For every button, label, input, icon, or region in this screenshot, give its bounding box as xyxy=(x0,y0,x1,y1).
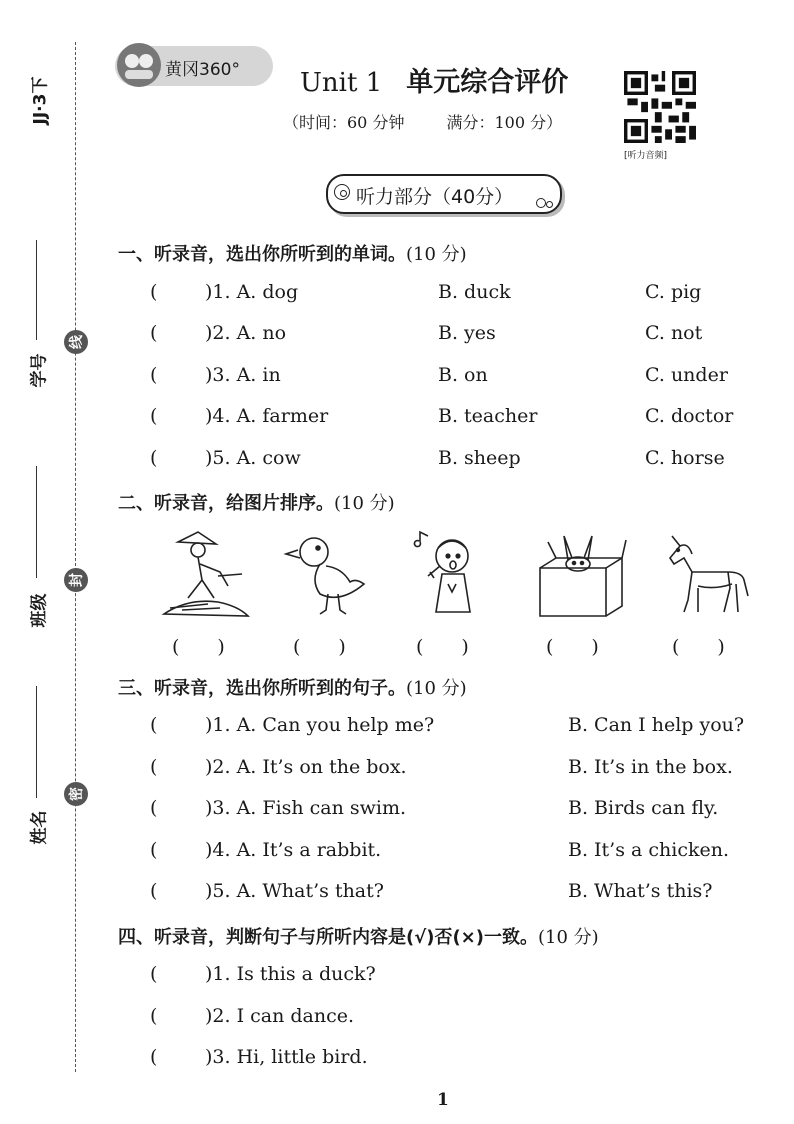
section-2-title: 二、听录音，给图片排序。(10 分) xyxy=(118,493,395,514)
brand-name: 黄冈360° xyxy=(165,60,240,80)
grade-label: JJ·3下 xyxy=(30,76,51,125)
section-1-title: 一、听录音，选出你所听到的单词。(10 分) xyxy=(118,244,467,265)
qr-code-icon[interactable] xyxy=(624,71,696,143)
order-blank[interactable]: ( ) xyxy=(172,636,225,658)
order-blank[interactable]: ( ) xyxy=(672,636,725,658)
answer-blank[interactable]: ( xyxy=(150,405,158,427)
answer-blank[interactable]: ( xyxy=(150,447,158,469)
name-line xyxy=(36,686,37,798)
bubble-icon xyxy=(340,190,347,197)
section-4-title: 四、听录音，判断句子与所听内容是(√)否(×)一致。(10 分) xyxy=(118,927,599,948)
order-blank[interactable]: ( ) xyxy=(416,636,469,658)
seal-line-mark: 线 xyxy=(64,330,88,354)
answer-blank[interactable]: ( xyxy=(150,756,158,778)
answer-blank[interactable]: ( xyxy=(150,1005,158,1027)
singing-boy-picture xyxy=(404,528,500,620)
answer-blank[interactable]: ( xyxy=(150,880,158,902)
page-title: Unit 1 单元综合评价 xyxy=(300,67,569,98)
class-line xyxy=(36,466,37,578)
time-limit: （时间：60 分钟 xyxy=(283,113,405,132)
page-number: 1 xyxy=(437,1090,449,1110)
answer-blank[interactable]: ( xyxy=(150,839,158,861)
exam-info xyxy=(283,110,562,133)
answer-blank[interactable]: ( xyxy=(150,322,158,344)
bubble-icon xyxy=(536,198,546,208)
answer-blank[interactable]: ( xyxy=(150,364,158,386)
duck-picture xyxy=(280,528,376,620)
bubble-icon xyxy=(546,201,553,208)
order-blank[interactable]: ( ) xyxy=(546,636,599,658)
cut-line xyxy=(75,42,76,1072)
listening-section-banner: 听力部分（40分） xyxy=(326,174,562,214)
brand-logo-icon xyxy=(117,43,161,87)
answer-blank[interactable]: ( xyxy=(150,797,158,819)
student-id-line xyxy=(36,240,37,340)
section-3-title: 三、听录音，选出你所听到的句子。(10 分) xyxy=(118,678,467,699)
seal-secret-mark: 密 xyxy=(64,782,88,806)
qr-caption: [听力音频] xyxy=(624,151,668,161)
brand-badge xyxy=(115,46,273,86)
answer-blank[interactable]: ( xyxy=(150,714,158,736)
full-score: 满分：100 分） xyxy=(446,113,563,132)
horse-picture xyxy=(658,528,754,620)
farmer-picture xyxy=(158,528,254,620)
answer-blank[interactable]: ( xyxy=(150,1046,158,1068)
seal-seal-mark: 封 xyxy=(64,568,88,592)
answer-blank[interactable]: ( xyxy=(150,963,158,985)
student-id-label: 学号 xyxy=(29,353,50,388)
answer-blank[interactable]: ( xyxy=(150,281,158,303)
name-label: 姓名 xyxy=(29,810,50,845)
class-label: 班级 xyxy=(29,593,50,628)
order-blank[interactable]: ( ) xyxy=(293,636,346,658)
rabbit-in-box-picture xyxy=(534,528,630,620)
